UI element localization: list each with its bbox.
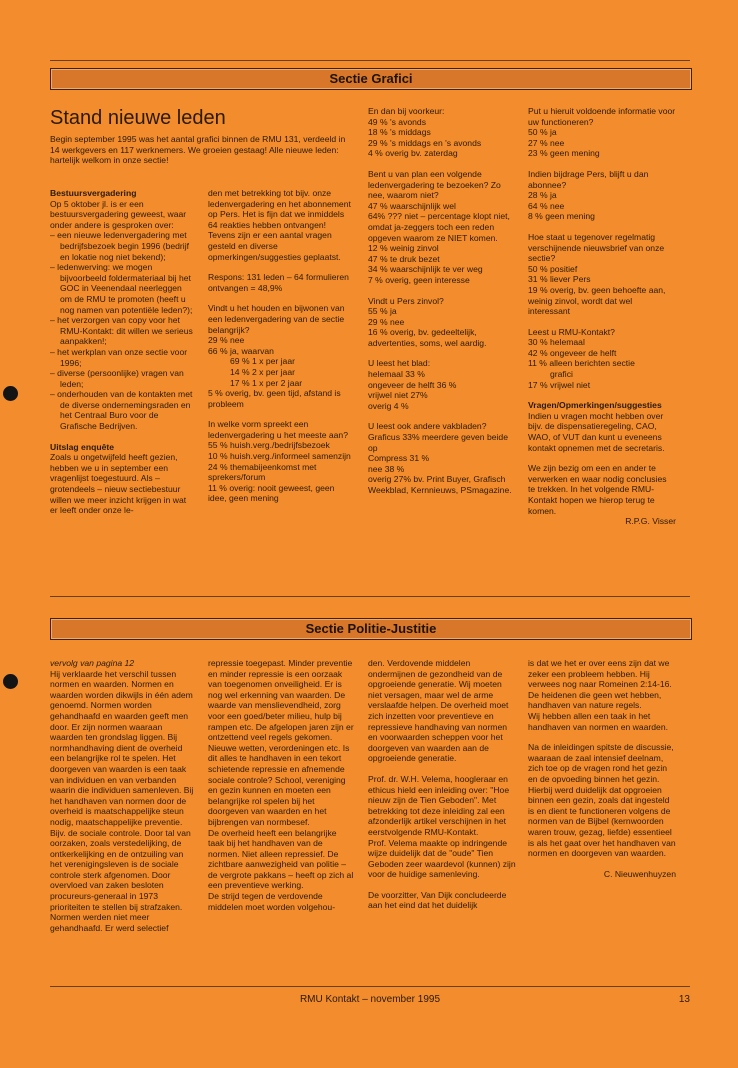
paragraph: den. Verdovende middelen ondermijnen de gezondheid van de opgroeiende generatie. Wij moeten niet versagen, maar wel de arme verslaafde helpen. De overheid moet zich inzetten voor preventieve en repressieve handhaving van normen en voorwaarden scheppen voor het doorgeven van waarden aan de opgroeiende generatie. [368, 658, 509, 764]
list-item: – het werkplan van onze sectie voor 1996; [50, 346, 188, 368]
survey-answer: ongeveer de helft 36 % [368, 379, 457, 390]
survey-sub-answer: 14 % 2 x per jaar [230, 366, 295, 377]
paragraph: De strijd tegen de verdovende middelen moet worden volgehou- [208, 891, 336, 912]
survey-answer: 18 % 's middags [368, 127, 431, 138]
survey-sub-answer: grafici [550, 369, 573, 380]
politie-column-4 [528, 658, 676, 879]
survey-answer: 19 % overig, bv. geen behoefte aan, weinig zinvol, wordt dat wel interessant [528, 284, 666, 317]
survey-answer: 31 % liever Pers [528, 274, 591, 285]
footer-publication: RMU Kontakt – november 1995 [299, 994, 441, 1005]
list-item: – ledenwerving: we mogen bijvoorbeeld foldermateriaal bij het GOC in Veenendaal neerleggen om de RMU te promoten (heeft u nog namen van potentiële leden?); [50, 262, 193, 315]
list-item: – een nieuwe ledenvergadering met bedrijfsbezoek begin 1996 (bedrijf en lokatie nog niet bekend); [50, 230, 189, 262]
survey-question: In welke vorm spreekt een ledenvergadering u het meeste aan? [208, 419, 348, 440]
survey-answer: 34 % waarschijnlijk te ver weg [368, 264, 483, 275]
section-divider [50, 596, 690, 597]
author-signature: R.P.G. Visser [625, 516, 676, 527]
survey-answer: 47 % te druk bezet [368, 253, 440, 264]
paragraph: Indien u vragen mocht hebben over bijv. de dispensatieregeling, CAO, WAO, of VUT dan kunt u eveneens kontakt opnemen met de secretaris. [528, 410, 665, 453]
survey-answer: 24 % themabijeenkomst met sprekers/forum [208, 461, 317, 483]
survey-question: Vindt u het houden en bijwonen van een ledenvergadering van de sectie belangrijk? [208, 303, 345, 335]
survey-answer: 55 % ja [368, 306, 397, 317]
paragraph: Wij hebben allen een taak in het handhaven van normen en waarden. [528, 710, 668, 732]
grafici-column-2 [208, 188, 354, 504]
article-title: Stand nieuwe leden [50, 107, 226, 129]
survey-question: Vindt u Pers zinvol? [368, 295, 444, 306]
section-banner-grafici: Sectie Grafici [50, 68, 692, 90]
survey-question: En dan bij voorkeur: [368, 106, 445, 116]
article-intro: Begin september 1995 was het aantal grafici binnen de RMU 131, verdeeld in 14 werkgevers en 117 werknemers. We groeien gestaag! Alle nieuwe leden: hartelijk welkom in onze sectie! [50, 134, 346, 166]
grafici-column-3 [368, 106, 516, 496]
list-item: – onderhouden van de kontakten met de diverse ondernemingsraden en het Centraal Buro voor de Grafische Bedrijven. [50, 389, 193, 432]
list-item: – diverse (persoonlijke) vragen van leden; [50, 368, 184, 389]
survey-answer: 55 % huish.verg./bedrijfsbezoek [208, 440, 330, 451]
survey-answer: 11 % overig: nooit geweest, geen idee, geen mening [208, 482, 335, 504]
politie-column-1 [50, 658, 196, 943]
paragraph: den met betrekking tot bijv. onze ledenvergadering en het abonnement op Pers. Het is fijn dat we inmiddels 64 reakties hebben ontvangen! Tevens zijn er een aantal vragen gesteld en diverse opmerkingen/suggesties geplaatst. [208, 188, 351, 262]
punch-hole [3, 386, 18, 401]
survey-answer: 16 % overig, bv. gedeeltelijk, advertenties, soms, wel aardig. [368, 327, 487, 348]
author-signature: C. Nieuwenhuyzen [603, 868, 676, 879]
survey-answer: nee 38 % [368, 463, 405, 474]
survey-sub-answer: 17 % 1 x per 2 jaar [230, 377, 303, 388]
survey-answer: 49 % 's avonds [368, 116, 427, 127]
survey-answer: 10 % huish.verg./informeel samenzijn [208, 451, 351, 462]
survey-question: Put u hieruit voldoende informatie voor uw functioneren? [528, 106, 676, 127]
continued-note: vervolg van pagina 12 [50, 658, 135, 668]
survey-question: Leest u RMU-Kontakt? [528, 326, 615, 337]
survey-answer: 66 % ja, waarvan [208, 345, 274, 356]
survey-answer: 27 % nee [528, 137, 565, 148]
paragraph: De voorzitter, Van Dijk concludeerde aan het eind dat het duidelijk [368, 889, 507, 911]
survey-question: Hoe staat u tegenover regelmatig verschijnende nieuwsbrief van onze sectie? [528, 231, 665, 264]
survey-answer: 5 % overig, bv. geen tijd, afstand is probleem [208, 388, 341, 409]
survey-question: Indien bijdrage Pers, blijft u dan abonnee? [528, 168, 649, 190]
survey-answer: 30 % helemaal [528, 337, 585, 348]
survey-answer: 17 % vrijwel niet [528, 379, 591, 390]
survey-answer: overig 4 % [368, 400, 409, 411]
survey-answer: helemaal 33 % [368, 369, 425, 380]
paragraph: Hij verklaarde het verschil tussen normen en waarden. Normen en waarden worden dikwijls in één adem genoemd. Normen worden gehandhaafd en waarden geeft men door. Er zijn normen waaraan waarden ten grondslag liggen. Bij normhandhaving dient de overheid een belangrijke rol te spelen. Het doorgeven van waarden is een taak van individuen en van verbanden waarin die individuen samenleven. Bij het handhaven van normen door de overheid is maatschappelijke steun nodig, maatschappelijke preventie. Bijv. de sociale controle. Door tal van oorzaken, zoals verstedelijking, de ontkerkelijking en de ontzuiling van het verenigingsleven is de sociale controle sterk afgenomen. Door overvloed van zaken besloten procureurs-generaal in 1973 prioriteiten te stellen bij strafzaken. Normen werden niet meer gehandhaafd. Er werd selectief [50, 668, 194, 933]
politie-column-2 [208, 658, 354, 912]
survey-answer: 47 % waarschijnlijk wel [368, 200, 456, 211]
paragraph: Na de inleidingen spitste de discussie, waaraan de zaal intensief deelnam, zich toe op de vragen rond het gezin en de opvoeding binnen het gezin. Hierbij werd duidelijk dat opgroeien binnen een gezin, zoals dat ingesteld is en dient te functioneren volgens de normen van de Bijbel (kernwoorden waren trouw, gezag, liefde) essentieel is als het gaat over het handhaven van normen en doorgeven van waarden. [528, 742, 676, 859]
survey-answer: 64% ??? niet – percentage klopt niet, omdat ja-zeggers toch een reden opgeven waarom ze NIET komen. [368, 211, 510, 243]
grafici-column-1 [50, 188, 196, 526]
paragraph: De overheid heeft een belangrijke taak bij het handhaven van de normen. Niet alleen repressief. De zichtbare aanwezigheid van politie – de vergrote pakkans – heeft op zich al een preventieve werking. [208, 827, 354, 891]
survey-answer: 28 % ja [528, 190, 557, 201]
paragraph: is dat we het er over eens zijn dat we zeker een probleem hebben. Hij verwees nog naar Romeinen 2:14-16. De heidenen die geen wet hebben, handhaven van nature regels. [528, 658, 672, 711]
survey-answer: Graficus 33% meerdere geven beide op [368, 432, 508, 453]
survey-answer: 11 % alleen berichten sectie [528, 358, 635, 369]
subheading-uitslag-enquete: Uitslag enquête [50, 441, 114, 452]
survey-answer: 12 % weinig zinvol [368, 243, 439, 254]
survey-answer: 50 % ja [528, 127, 557, 138]
paragraph: repressie toegepast. Minder preventie en minder repressie is een oorzaak van toegenomen onveiligheid. Er is nog wel erkenning van waarden. De waarde van menslievendheid, zorg voor een goed/beter milieu, hulp bij rampen etc. De afgelopen jaren zijn er ontzettend veel regels gekomen. Nieuwe wetten, verordeningen etc. Is dit alles te handhaven in een tekort schietende repressie en afnemende sociale controle? School, vereniging en gezin kunnen en moeten een belangrijke rol spelen bij het doorgeven van waarden en het bijbrengen van normbesef. [208, 658, 354, 827]
paragraph: Prof. dr. W.H. Velema, hoogleraar en ethicus hield een inleiding over: "Hoe nieuw zijn de Tien Geboden". Met betrekking tot deze inleiding zal een afzonderlijk artikel verschijnen in het eerstvolgende RMU-Kontakt. [368, 773, 510, 837]
survey-answer: 29 % nee [368, 316, 405, 327]
paragraph: Op 5 oktober jl. is er een bestuursvergadering geweest, waar onder andere is gesproken over: [50, 198, 187, 230]
survey-question: U leest het blad: [368, 358, 431, 369]
survey-sub-answer: 69 % 1 x per jaar [230, 356, 295, 367]
paragraph: We zijn bezig om een en ander te verwerken en waar nodig conclusies te trekken. In het volgende RMU-Kontakt hopen we hierop terug te komen. [528, 463, 667, 516]
paragraph: Prof. Velema maakte op indringende wijze duidelijk dat de "oude" Tien Geboden zeer waardevol (kunnen) zijn voor de huidige samenleving. [368, 837, 516, 880]
punch-hole [3, 674, 18, 689]
survey-answer: 4 % overig bv. zaterdag [368, 148, 458, 159]
subheading-vragen: Vragen/Opmerkingen/suggesties [528, 400, 662, 411]
paragraph: Zoals u ongetwijfeld heeft gezien, hebben we u in september een vragenlijst toegestuurd. Als – grotendeels – nieuw sectiebestuur willen we meer inzicht krijgen in wat er leeft onder onze le- [50, 452, 187, 516]
paragraph: Respons: 131 leden – 64 formulieren ontvangen = 48,9% [208, 272, 349, 293]
footer-rule [50, 986, 690, 987]
grafici-column-4 [528, 106, 676, 527]
section-banner-politie: Sectie Politie-Justitie [50, 618, 692, 640]
survey-answer: 23 % geen mening [528, 148, 600, 159]
survey-answer: vrijwel niet 27% [368, 390, 428, 401]
politie-column-3 [368, 658, 516, 921]
survey-answer: 50 % positief [528, 263, 578, 274]
survey-answer: 29 % 's middags en 's avonds [368, 137, 482, 148]
list-item: – het verzorgen van copy voor het RMU-Kontakt: dit willen we serieus aanpakken!; [50, 315, 193, 347]
survey-answer: 29 % nee [208, 335, 245, 346]
survey-answer: Compress 31 % [368, 453, 430, 464]
subheading-bestuursvergadering: Bestuursvergadering [50, 188, 137, 198]
survey-answer: overig 27% bv. Print Buyer, Grafisch Weekblad, Kernnieuws, PSmagazine. [368, 474, 512, 495]
survey-question: U leest ook andere vakbladen? [368, 421, 487, 432]
survey-answer: 42 % ongeveer de helft [528, 347, 617, 358]
survey-answer: 64 % nee [528, 200, 565, 211]
top-rule [50, 60, 690, 61]
page-number: 13 [678, 994, 690, 1005]
survey-answer: 8 % geen mening [528, 211, 595, 222]
survey-answer: 7 % overig, geen interesse [368, 274, 470, 285]
survey-question: Bent u van plan een volgende ledenvergadering te bezoeken? Zo nee, waarom niet? [368, 168, 501, 201]
